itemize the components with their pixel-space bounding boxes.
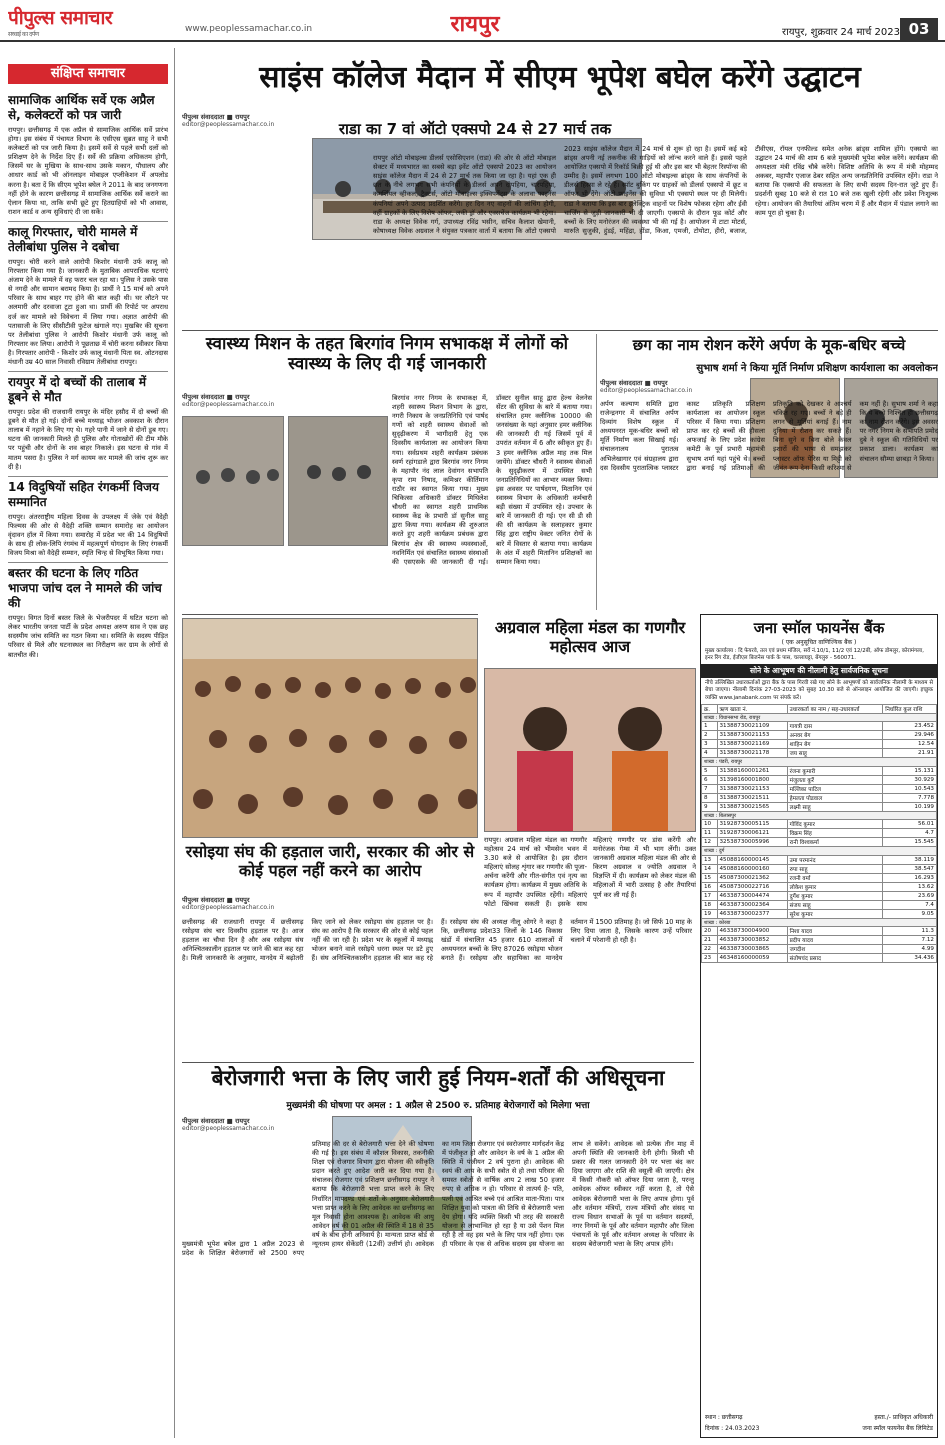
table-cell-amt: 29.946 bbox=[883, 731, 937, 740]
ad-signature: हस्ता./- प्राधिकृत अधिकारी bbox=[874, 1414, 933, 1421]
brief-text-2: रायपुर। चोरी करने वाले आरोपी किशोर मंधानी उर्फ कालू को गिरफ्तार किया गया है। जानकारी के मुताबिक आपराधिक घटनाएं अंजाम देने के मामले में वह फरार चल रहा था। पुलिस ने उसके पास से नगदी और सामान बरामद किया है। प्रार्थी ने 15 मार्च को अपने परिवार के साथ बाहर गए होने की बात कही थी। घर लौटने पर अलमारी और दरवाजा टूटा हुआ था। प्रार्थी की रिपोर्ट पर अपराध दर्ज कर मामले को विवेचना में लिया गया। अज्ञात आरोपी की पतासाजी के लिए सीसीटीवी फुटेज खंगाले गए। मुखबिर की सूचना पर तेलीबांधा पुलिस ने आरोपी किशोर मंधानी उर्फ कालू को गिरफ्तार कर लिया। आरोपी ने पूछताछ में चोरी करना स्वीकार किया है। गिरफ्तार आरोपी - किशोर उर्फ कालू मंधानी पिता स्व. ओटनदास मंधानी उम्र 40 साल निवासी रविग्राम तेलीबांधा रायपुर। bbox=[8, 257, 168, 366]
health-body bbox=[392, 394, 592, 609]
bank-address: मुख्य कार्यालय : दि फेयरवे, तल एवं प्रथम मंजिल, सर्वे नं.10/1, 11/2 एवं 12/2बी, ऑफ डोमलुर, कोरामंगला, इनर रिंग रोड, ईजीएल बिजनेस पार्क के पास, चल्लाघट्टा, बेंगलुरु - 560071. bbox=[705, 648, 924, 662]
brief-headline-1: सामाजिक आर्थिक सर्वे एक अप्रैल से, कलेक्टरों को पत्र जारी bbox=[8, 93, 155, 122]
dateline: रायपुर, शुक्रवार 24 मार्च 2023 bbox=[782, 27, 900, 38]
column-divider bbox=[174, 48, 175, 1438]
health-photo-2 bbox=[288, 416, 388, 546]
table-cell-who: सुरेश कुमार bbox=[787, 909, 883, 918]
newspaper-logo: पीपुल्स समाचार सच्चाई का दर्पण bbox=[8, 7, 113, 38]
table-row bbox=[702, 820, 937, 829]
table-row bbox=[702, 909, 937, 918]
edition-city: रायपुर bbox=[450, 12, 500, 37]
table-cell-amt: 4.99 bbox=[883, 945, 937, 954]
table-cell-amt: 23.69 bbox=[883, 891, 937, 900]
health-byline-block bbox=[182, 392, 362, 414]
table-cell-loan: 46338730002364 bbox=[717, 900, 787, 909]
table-cell-loan: 31388730021109 bbox=[717, 722, 787, 731]
brief-text-4: रायपुर। अंतरराष्ट्रीय महिला दिवस के उपलक्ष्य में जेके एवं वैदेही फिल्मस की ओर से वैदेही शक्ति सम्मान समारोह का आयोजन वृंदावन हॉल में किया गया। समारोह में प्रदेश भर की 14 विदुषियों के साथ ही लोक-लिपि रंगमंच में महत्वपूर्ण योगदान के लिए रंगकर्मी विजय मिश्रा को वैदेही सम्मान, स्मृति चिन्ह से विभूषित किया गया। bbox=[8, 512, 168, 558]
health-photo-illustration bbox=[289, 417, 388, 546]
branch-row bbox=[702, 758, 937, 767]
brief-text-3: रायपुर। प्रदेश की राजधानी रायपुर के मंदिर हसौद में दो बच्चों की डूबने से मौत हो गई। दोनों बच्चे मध्याह्न भोजन अवकाश के दौरान तालाब में नहाने के लिए गए थे। गहरे पानी में जाने से दोनों डूब गए। घटना की जानकारी मिलते ही पुलिस और गोताखोरों की टीम मौके पर पहुंची और दोनों के शव बाहर निकाले। इस घटना से गांव में मातम पसरा है। पुलिस ने मर्ग कायम कर मामले की जांच शुरू कर दी है। bbox=[8, 408, 168, 471]
brief-headline-2: कालू गिरफ्तार, चोरी मामले में तेलीबांधा पुलिस ने दबोचा bbox=[8, 221, 168, 255]
table-row bbox=[702, 891, 937, 900]
ad-title: सोने के आभूषण की नीलामी हेतु सार्वजनिक सूचना bbox=[701, 664, 937, 678]
table-cell-loan: 46338730004900 bbox=[717, 927, 787, 936]
deaf-email: editor@peoplessamachar.co.in bbox=[600, 387, 693, 394]
brief-headline-5: बस्तर की घटना के लिए गठित भाजपा जांच दल ने मामले की जांच की bbox=[8, 562, 168, 611]
table-cell-amt: 10.199 bbox=[883, 802, 937, 811]
table-cell-who: निशा यादव bbox=[787, 927, 883, 936]
table-cell-amt: 12.54 bbox=[883, 740, 937, 749]
lead-subhead: राडा का 7 वां ऑटो एक्सपो 24 से 27 मार्च तक bbox=[338, 120, 612, 138]
table-cell-loan: 45087300022716 bbox=[717, 882, 787, 891]
col-header-name: उधारकर्ता का नाम / सह-उधारकर्ता bbox=[787, 704, 883, 713]
table-cell-s: 19 bbox=[702, 909, 718, 918]
gangaur-headline: अग्रवाल महिला मंडल का गणगौर महोत्सव आज bbox=[484, 618, 696, 664]
table-cell-amt: 10.543 bbox=[883, 784, 937, 793]
table-cell-s: 9 bbox=[702, 802, 718, 811]
branch-row bbox=[702, 713, 937, 722]
table-row bbox=[702, 864, 937, 873]
table-cell-who: विक्रम सिंह bbox=[787, 829, 883, 838]
table-row bbox=[702, 775, 937, 784]
table-cell-amt: 15.131 bbox=[883, 766, 937, 775]
table-cell-amt: 4.7 bbox=[883, 829, 937, 838]
table-cell-loan: 45088160000160 bbox=[717, 864, 787, 873]
table-cell-amt: 30.929 bbox=[883, 775, 937, 784]
branch-name: शाखा : दुर्ग bbox=[702, 847, 937, 856]
table-cell-loan: 31388730021169 bbox=[717, 740, 787, 749]
lead-email: editor@peoplessamachar.co.in bbox=[182, 121, 275, 128]
table-cell-who: रुपा साहू bbox=[787, 864, 883, 873]
strike-byline: पीपुल्स संवाददाता ■ रायपुर bbox=[182, 896, 250, 904]
table-cell-who: गायत्री दास bbox=[787, 722, 883, 731]
ad-notice-text: नीचे उल्लिखित उधारकर्ताओं द्वारा बैंक के पास गिरवी रखे गए सोने के आभूषणों को सार्वजनिक नीलामी के माध्यम से बेचा जाएगा। नीलामी दिनांक 27-03-2023 को सुबह 10.30 बजे से ऑनलाइन आयोजित की जाएगी। इच्छुक व्यक्ति www.janabank.com पर संपर्क करें। bbox=[705, 680, 933, 701]
lead-byline: पीपुल्स संवाददाता ■ रायपुर bbox=[182, 113, 250, 121]
deaf-byline: पीपुल्स संवाददाता ■ रायपुर bbox=[600, 379, 668, 387]
branch-row bbox=[702, 847, 937, 856]
col-header-amount: निर्धारित कुल राशि bbox=[883, 704, 937, 713]
deaf-headline: छग का नाम रोशन करेंगे अर्पण के मूक-बधिर बच्चे bbox=[632, 336, 906, 354]
table-cell-who: प्रदीप यादव bbox=[787, 936, 883, 945]
table-row bbox=[702, 731, 937, 740]
branch-name: शाखा : पंडरी, रायपुर bbox=[702, 758, 937, 767]
table-cell-amt: 38.547 bbox=[883, 864, 937, 873]
table-cell-s: 22 bbox=[702, 945, 718, 954]
ad-date: दिनांक : 24.03.2023 bbox=[705, 1425, 760, 1432]
table-row bbox=[702, 945, 937, 954]
branch-name: शाखा : बिलासपुर bbox=[702, 811, 937, 820]
ad-place: स्थान : छत्तीसगढ़ bbox=[705, 1414, 743, 1421]
table-cell-s: 12 bbox=[702, 838, 718, 847]
table-row bbox=[702, 784, 937, 793]
brief-news-column bbox=[8, 86, 168, 1436]
table-cell-who: जगदीश bbox=[787, 945, 883, 954]
table-cell-amt: 38.119 bbox=[883, 855, 937, 864]
table-cell-who: लक्ष्मी साहू bbox=[787, 802, 883, 811]
brief-headline-3: रायपुर में दो बच्चों की तालाब में डूबने से मौत bbox=[8, 371, 168, 405]
table-cell-s: 13 bbox=[702, 855, 718, 864]
table-cell-loan: 31388730021565 bbox=[717, 802, 787, 811]
lead-byline-block bbox=[182, 112, 322, 142]
column-divider bbox=[596, 334, 597, 610]
strike-headline: रसोइया संघ की हड़ताल जारी, सरकार की ओर से कोई पहल नहीं करने का आरोप bbox=[185, 842, 475, 881]
table-row bbox=[702, 900, 937, 909]
bank-auction-ad bbox=[700, 614, 938, 1438]
section-divider bbox=[182, 330, 938, 331]
table-row bbox=[702, 927, 937, 936]
table-cell-loan: 46338730004474 bbox=[717, 891, 787, 900]
gangaur-photo bbox=[484, 668, 696, 832]
bank-subtitle: ( एक अनुसूचित वाणिज्यिक बैंक ) bbox=[781, 639, 857, 646]
table-cell-amt: 23.452 bbox=[883, 722, 937, 731]
strike-email: editor@peoplessamachar.co.in bbox=[182, 904, 275, 911]
berojgari-headline: बेरोजगारी भत्ता के लिए जारी हुई नियम-शर्तों की अधिसूचना bbox=[211, 1066, 665, 1090]
health-email: editor@peoplessamachar.co.in bbox=[182, 401, 275, 408]
table-cell-loan: 31388730021511 bbox=[717, 793, 787, 802]
table-cell-s: 15 bbox=[702, 873, 718, 882]
table-cell-loan: 46338730003852 bbox=[717, 936, 787, 945]
lead-body-text: रायपुर ऑटो मोबाइल्स डीलर्स एसोसिएशन (राडा) की ओर से ऑटो मोबाइल सेक्टर में मध्यभारत का सबसे बड़ा इवेंट ऑटो एक्सपो 2023 का आयोजन साइंस कॉलेज मैदान में 24 से 27 मार्च तक किया जा रहा है। यहां एक ही छत के नीचे लगभग सभी कंपनियों के डीलर्स अपने दोपहिया, चारपहिया, कमर्शियल व्हीकल, ट्रैक्टर्स, ऑटो मोबाइल्स इक्विपमेंट्स के अलावा फाइनेंस कंपनियां अपने उत्पाद प्रदर्शित करेंगे। हर दिन नए वाहनों की लांचिंग होगी, वहीं ग्राहकों के लिए विशेष ऑफर, लकी ड्रॉ और एक्सचेंज कार्यक्रम भी रहेगा। राडा के अध्यक्ष विवेक गर्ग, उपाध्यक्ष रविंद्र भसीन, सचिव कैलाश खेमानी, कोषाध्यक्ष विवेक अग्रवाल ने संयुक्त पत्रकार वार्ता में बताया कि ऑटो एक्सपो 2023 साइंस कॉलेज मैदान में 24 मार्च से शुरू हो रहा है। इसमें कई बड़े ब्रांड्स अपनी नई तकनीक की गाड़ियों को लॉन्च करने वाले हैं। इससे पहले आयोजित एक्सपो में रिकॉर्ड बिक्री हुई थी और इस बार भी बेहतर रिस्पॉन्स की उम्मीद है। इसमें लगभग 100 ऑटो मोबाइल्स ब्रांड्स के साथ कंपनियों के डीलर्स हिस्सा ले रहे हैं। स्पॉट बुकिंग पर ग्राहकों को डीलर्स एक्सपो में छूट व ऑफर भी देंगे। ऑटो फाइनेंस की सुविधा भी एक्सपो स्थल पर ही मिलेगी। राडा ने बताया कि इस बार इलेक्ट्रिक वाहनों पर विशेष फोकस रहेगा और ईवी चार्जिंग से जुड़ी जानकारी भी दी जाएगी। एक्सपो के दौरान फूड कोर्ट और बच्चों के लिए मनोरंजन की व्यवस्था भी की गई है। आयोजन में टाटा मोटर्स, मारुति सुजुकी, हुंडई, महिंद्रा, होंडा, किआ, एमजी, टोयोटा, हीरो, बजाज, टीवीएस, रॉयल एनफील्ड समेत अनेक ब्रांड्स शामिल होंगे। एक्सपो का उद्घाटन 24 मार्च की शाम 6 बजे मुख्यमंत्री भूपेश बघेल करेंगे। कार्यक्रम की अध्यक्षता मंत्री रविंद्र चौबे करेंगे। विशिष्ट अतिथि के रूप में मंत्री मोहम्मद अकबर, महापौर एजाज ढेबर सहित अन्य जनप्रतिनिधि उपस्थित रहेंगे। राडा ने बताया कि एक्सपो की सफलता के लिए सभी सदस्य दिन-रात जुटे हुए हैं। प्रदर्शनी सुबह 10 बजे से रात 10 बजे तक खुली रहेगी और प्रवेश निःशुल्क रहेगा। आयोजन की तैयारियां अंतिम चरण में हैं और मैदान में पंडाल लगाने का काम पूरा हो चुका है। bbox=[373, 145, 938, 235]
table-row bbox=[702, 722, 937, 731]
deaf-body-text: अर्पण कल्याण समिति द्वारा राजेन्द्रनगर में संचालित अर्पण दिव्यांग विशेष स्कूल में अध्ययनरत मूक-बधिर बच्चों को मूर्ति निर्माण कला सिखाई गई। संचालनालय पुरातत्व अभिलेखागार एवं संग्रहालय द्वारा दस दिवसीय पुरातात्विक प्लास्टर कास्ट प्रतिकृति प्रशिक्षण कार्यशाला का आयोजन स्कूल परिसर में किया गया। प्रशिक्षण प्राप्त कर रहे बच्चों की हौसला अफजाई के लिए प्रदेश कांग्रेस कमेटी के पूर्व प्रभारी महामंत्री सुभाष शर्मा यहां पहुंचे थे। बच्चों द्वारा बनाई गई प्रतिमाओं की प्रतिकृति को देखकर वे आश्चर्य चकित रह गए। बच्चों ने बड़े ही लगन से मूर्तियां बनाई हैं। नाम दुनिया में रौशन कर सकते हैं। बिना सुने व बिना बोले केवल इशारों की भाषा से समझकर प्लास्टर ऑफ पेरिस या मिट्टी को जीवंत रूप देना किसी करिश्मा से कम नहीं है। सुभाष शर्मा ने कहा कि ये बच्चे निश्चित ही छत्तीसगढ़ का नाम रोशन करेंगे। इस अवसर पर नगर निगम के सभापति प्रमोद दुबे ने स्कूल की गतिविधियों पर प्रकाश डाला। कार्यक्रम का संचालन सौम्या छाबड़ा ने किया। bbox=[600, 400, 938, 472]
table-cell-loan: 31388730021178 bbox=[717, 749, 787, 758]
brief-headline-4: 14 विदुषियों सहित रंगकर्मी विजय सम्मानित bbox=[8, 476, 168, 510]
table-cell-who: दुर्गेश कुमार bbox=[787, 891, 883, 900]
table-row bbox=[702, 740, 937, 749]
table-row bbox=[702, 936, 937, 945]
gangaur-body bbox=[484, 836, 696, 910]
table-cell-amt: 15.545 bbox=[883, 838, 937, 847]
table-cell-s: 16 bbox=[702, 882, 718, 891]
table-cell-s: 5 bbox=[702, 766, 718, 775]
table-cell-s: 20 bbox=[702, 927, 718, 936]
berojgari-subhead: मुख्यमंत्री की घोषणा पर अमल : 1 अप्रैल से 2500 रु. प्रतिमाह बेरोजगारों को मिलेगा भत्ता bbox=[286, 1101, 590, 1111]
table-row bbox=[702, 829, 937, 838]
strike-byline-block bbox=[182, 895, 382, 917]
table-cell-who: अनवर बेग bbox=[787, 731, 883, 740]
table-cell-amt: 56.01 bbox=[883, 820, 937, 829]
table-cell-who: जय साहू bbox=[787, 749, 883, 758]
table-cell-amt: 9.05 bbox=[883, 909, 937, 918]
health-photo-illustration bbox=[183, 417, 284, 546]
health-byline: पीपुल्स संवाददाता ■ रायपुर bbox=[182, 393, 250, 401]
branch-row bbox=[702, 811, 937, 820]
table-cell-amt: 7.778 bbox=[883, 793, 937, 802]
table-cell-s: 8 bbox=[702, 793, 718, 802]
table-cell-s: 11 bbox=[702, 829, 718, 838]
strike-body bbox=[182, 918, 692, 1058]
health-photo-1 bbox=[182, 416, 284, 546]
table-cell-who: हेमलता पोडवाल bbox=[787, 793, 883, 802]
table-cell-loan: 46338730002377 bbox=[717, 909, 787, 918]
brief-text-1: रायपुर। छत्तीसगढ़ में एक अप्रैल से सामाजिक आर्थिक सर्वे प्रारंभ होगा। इस संबंध में पंचायत विभाग के एसीएस सुब्रत साहू ने सभी कलेक्टरों को पत्र जारी किया है। इसमें सर्वे से पहले सभी दलों को प्रशिक्षण देने के निर्देश दिए हैं। सर्वे की प्रक्रिया अधिकतम होगी, जिसमें घर के मुखिया के साथ-साथ उसके मकान, पौधालय और आधार कार्ड को भी ऑनलाइन मोबाइल एप्लीकेशन में अपलोड करना है। बता दें कि सीएम भूपेश बघेल ने 2011 के बाद जनगणना नहीं होने के कारण छत्तीसगढ़ में सामाजिक आर्थिक सर्वे कराने का ऐलान किया था, ताकि सभी छूटे हुए हितग्राहियों को भी आवास, राशन कार्ड व अन्य सुविधाएं दी जा सकें। bbox=[8, 126, 168, 216]
table-cell-loan: 31388730021153 bbox=[717, 731, 787, 740]
table-cell-loan: 31388160001261 bbox=[717, 766, 787, 775]
table-row bbox=[702, 882, 937, 891]
branch-row bbox=[702, 918, 937, 927]
brief-text-5: रायपुर। विगत दिनों बस्तर जिले के भेजरीपदर में घटित घटना को लेकर भारतीय जनता पार्टी के प्रदेश अध्यक्ष अरुण साव ने एक छह सदस्यीय जांच समिति का गठन किया था। समिति के सदस्य पीड़ित परिवार से मिले और घटनास्थल का निरीक्षण कर ग्राम के लोगों से बातचीत की। bbox=[8, 614, 168, 659]
col-header-loan: ऋण खाता नं. bbox=[717, 704, 787, 713]
branch-name: शाखा : विधानसभा रोड, रायपुर bbox=[702, 713, 937, 722]
table-row bbox=[702, 802, 937, 811]
table-row bbox=[702, 838, 937, 847]
table-row bbox=[702, 855, 937, 864]
health-headline: स्वास्थ्य मिशन के तहत बिरगांव निगम सभाकक्ष में लोगों को स्वास्थ्य के लिए दी गई जानकारी bbox=[205, 334, 569, 375]
table-cell-s: 23 bbox=[702, 954, 718, 963]
table-cell-who: रानी विश्वकर्मा bbox=[787, 838, 883, 847]
table-cell-amt: 34.436 bbox=[883, 954, 937, 963]
table-cell-amt: 13.62 bbox=[883, 882, 937, 891]
table-cell-amt: 16.293 bbox=[883, 873, 937, 882]
brief-news-header: संक्षिप्त समाचार bbox=[8, 64, 168, 84]
table-cell-loan: 31398160001800 bbox=[717, 775, 787, 784]
lead-body bbox=[182, 145, 938, 325]
table-cell-s: 14 bbox=[702, 864, 718, 873]
col-header-sno: क्र. bbox=[702, 704, 718, 713]
table-cell-who: रंजना कुमारी bbox=[787, 766, 883, 775]
table-cell-who: शाहिन बेग bbox=[787, 740, 883, 749]
gangaur-body-text: रायपुर। अग्रवाल महिला मंडल का गणगौर महोत्सव 24 मार्च को भीमसेन भवन में 3.30 बजे से आयोजित है। इस दौरान महिलाएं सोलह शृंगार कर गणगौर की पूजा-अर्चना करेंगी और गीत-संगीत एवं नृत्य का कार्यक्रम होगा। कार्यक्रम में मुख्य अतिथि के रूप में महापौर उपस्थित रहेंगी। महिलाएं फोटो खिंचवा सकती हैं। इसके साथ महिलाएं गणगौर पर डांस करेंगी और मनोरंजक गेम्स में भी भाग लेंगी। उक्त जानकारी अग्रवाल महिला मंडल की ओर से किरण अग्रवाल व ज्योति अग्रवाल ने विज्ञप्ति में दी। कार्यक्रम को लेकर मंडल की महिलाओं में भारी उत्साह है और तैयारियां पूर्ण कर ली गई हैं। bbox=[484, 836, 696, 908]
deaf-body bbox=[600, 400, 938, 610]
table-cell-who: उमा परमानंद bbox=[787, 855, 883, 864]
health-body-text: बिरगांव नगर निगम के सभाकक्ष में, शहरी स्वास्थ्य मिशन विभाग के द्वारा, नगरी निकाय के जनप्रतिनिधि एवं पार्षद गणों को शहरी स्वास्थ्य सेवाओं को सुदृढ़ीकरण में भागीदारी हेतु एक दिवसीय कार्यशाला का आयोजन किया गया। सर्वप्रथम शहरी कार्यक्रम प्रबंधक स्वर्ण रहांगडाले द्वारा बिरगांव नगर निगम के महापौर नंद लाल देवांगन सभापति कृपा राम निषाद, कमिश्नर कीर्तिमान राठौर का स्वागत किया गया। मुख्य चिकित्सा अधिकारी डॉक्टर मिथिलेश चौधरी का स्वागत शहरी प्राथमिक स्वास्थ्य केंद्र के प्रभारी डॉ सुनील साहू द्वारा किया गया। कार्यक्रम की शुरुआत करते हुए शहरी कार्यक्रम प्रबंधक द्वारा बिरगांव क्षेत्र की स्वास्थ्य व्यवस्थाओं, नवनिर्मित एवं संचालित स्वास्थ्य संस्थाओं की एसएसके की जानकारी दी गई। डॉक्टर सुनील साहू द्वारा हेल्थ वेलनेस सेंटर की सुविधा के बारे में बताया गया। संचालित हमर क्लीनिक 10000 की जनसंख्या के यहां अनुसार हमर क्लीनिक की जानकारी दी गई जिसमें पूर्व में उपरांत वर्तमान में 6 और स्वीकृत हुए हैं। 3 हमर क्लीनिक अप्रैल माह तक मिल जायेंगे। डॉक्टर चौधरी ने स्वास्थ्य सेवाओं के सुदृढ़ीकरण में उपस्थित सभी जनप्रतिनिधियों का आभार व्यक्त किया। इस अवसर पर पार्षदगण, मितानिन एवं स्वास्थ्य विभाग के अधिकारी कर्मचारी बड़ी संख्या में उपस्थित रहे। उपचार के बारे में जानकारी दी गई। एन सी डी सी की सी कार्यक्रम के सलाहकार कुमार सिंह द्वारा राष्ट्रीय वेक्टर जनित रोगों के बारे में विस्तार से बताया गया। कार्यक्रम के अंत में शहरी मितानिन प्रशिक्षकों का सम्मान किया गया। bbox=[392, 394, 592, 566]
table-cell-loan: 45087300021362 bbox=[717, 873, 787, 882]
table-cell-s: 6 bbox=[702, 775, 718, 784]
deaf-subhead: सुभाष शर्मा ने किया मूर्ति निर्माण प्रशिक्षण कार्यशाला का अवलोकन bbox=[696, 363, 938, 374]
auction-table bbox=[701, 704, 937, 964]
table-cell-s: 2 bbox=[702, 731, 718, 740]
table-row bbox=[702, 873, 937, 882]
table-row bbox=[702, 749, 937, 758]
table-cell-s: 1 bbox=[702, 722, 718, 731]
table-cell-loan: 31928730005115 bbox=[717, 820, 787, 829]
table-cell-who: मंजुलता कुर्रे bbox=[787, 775, 883, 784]
table-cell-loan: 45088160000145 bbox=[717, 855, 787, 864]
gangaur-photo-illustration bbox=[485, 669, 696, 832]
table-row bbox=[702, 954, 937, 963]
table-cell-amt: 11.3 bbox=[883, 927, 937, 936]
table-cell-amt: 7.4 bbox=[883, 900, 937, 909]
berojgari-email: editor@peoplessamachar.co.in bbox=[182, 1125, 275, 1132]
strike-crowd-photo bbox=[182, 618, 478, 838]
table-cell-amt: 7.12 bbox=[883, 936, 937, 945]
crowd-photo-illustration bbox=[183, 619, 478, 838]
masthead bbox=[0, 0, 945, 42]
table-cell-who: संतोषचंद प्रसाद bbox=[787, 954, 883, 963]
branch-name: शाखा : कोरबा bbox=[702, 918, 937, 927]
table-row bbox=[702, 766, 937, 775]
table-cell-loan: 32538730005996 bbox=[717, 838, 787, 847]
table-cell-s: 4 bbox=[702, 749, 718, 758]
table-cell-who: लोकेश कुमार bbox=[787, 882, 883, 891]
page-number: 03 bbox=[900, 18, 938, 40]
website-url[interactable]: www.peoplessamachar.co.in bbox=[185, 24, 313, 34]
table-cell-amt: 21.91 bbox=[883, 749, 937, 758]
berojgari-body-text: मुख्यमंत्री भूपेश बघेल द्वारा 1 अप्रैल 2023 से प्रदेश के शिक्षित बेरोजगारों को 2500 रुपए प्रतिमाह की दर से बेरोजगारी भत्ता देने की घोषणा की गई है। इस संबंध में कौशल विकास, तकनीकी शिक्षा एवं रोजगार विभाग द्वारा योजना की स्वीकृति प्रदान करते हुए आदेश जारी कर दिया गया है। संचालक रोजगार एवं प्रशिक्षण छत्तीसगढ़ रायपुर ने बताया कि बेरोजगारी भत्ता प्राप्त करने के लिए निर्धारित मापदण्ड एवं शर्तों के अनुसार बेरोजगारी भत्ता प्राप्त करने के लिए आवेदक का छत्तीसगढ़ का मूल निवासी होना आवश्यक है। आवेदक की आयु आवेदन वर्ष की 01 अप्रैल की स्थिति में 18 से 35 वर्ष के बीच होनी अनिवार्य है। मान्यता प्राप्त बोर्ड से न्यूनतम हायर सेकेंडरी (12वीं) उत्तीर्ण हो। आवेदक का नाम जिला रोजगार एवं स्वरोजगार मार्गदर्शन केंद्र में पंजीकृत हो और आवेदन के वर्ष के 1 अप्रैल की स्थिति में पंजीयन 2 वर्ष पुराना हो। आवेदक की स्वयं की आय के सभी स्त्रोत से हो तथा परिवार की समस्त स्त्रोतों से वार्षिक आय 2 लाख 50 हजार रुपए से अधिक न हो। परिवार से तात्पर्य है- पति, पत्नी एवं आश्रित बच्चे एवं आश्रित माता-पिता। पात्र शिक्षित युवा को पात्रता की तिथि से बेरोजगारी भत्ता देय होगा। यदि व्यक्ति किसी भी तरह की सरकारी योजना से लाभान्वित हो रहा है या उसे पेंशन मिल रही है तो वह इस भत्ते के लिए पात्र नहीं होगा। एक ही परिवार के एक से अधिक सदस्य इस योजना का लाभ ले सकेंगे। आवेदक को प्रत्येक तीन माह में अपनी स्थिति की जानकारी देनी होगी। किसी भी प्रकार की गलत जानकारी देने पर भत्ता बंद कर दिया जाएगा और राशि की वसूली की जाएगी। क्षेत्र में किसी नौकरी को ऑफर दिया जाता है, परन्तु आवेदक ऑफर स्वीकार नहीं करता है, तो ऐसे आवेदक बेरोजगारी भत्ता के लिए अपात्र होगा। पूर्व और वर्तमान मंत्रियों, राज्य मंत्रियों और संसद या राज्य विधान सभाओं के पूर्व या वर्तमान सदस्यों, नगर निगमों के पूर्व और वर्तमान महापौर और जिला पंचायतों के पूर्व और वर्तमान अध्यक्ष के परिवार के सदस्य बेरोजगारी भत्ता के लिए अपात्र होंगे। bbox=[182, 1140, 694, 1258]
table-cell-s: 10 bbox=[702, 820, 718, 829]
table-cell-who: रजनी वर्मा bbox=[787, 873, 883, 882]
table-cell-who: गोविंद कुमार bbox=[787, 820, 883, 829]
strike-body-text: छत्तीसगढ़ की राजधानी रायपुर में छत्तीसगढ़ रसोइया संघ चार दिवसीय हड़ताल पर है। आज हड़ताल का चौथा दिन है और अब रसोइया संघ अनिश्चितकालीन हड़ताल पर जाने की बात कह रहा है। मिली जानकारी के अनुसार, मानदेय में बढ़ोतरी किए जाने को लेकर रसोइया संघ हड़ताल पर है। संघ का आरोप है कि सरकार की ओर से कोई पहल नहीं की जा रही है। प्रदेश भर के स्कूलों में मध्याह्न भोजन बनाने वाले रसोइये धरना स्थल पर डटे हुए हैं। संघ अनिश्चितकालीन हड़ताल की बात कह रहे हैं। रसोइया संघ की अध्यक्ष नीलू ओगरे ने कहा है कि, छत्तीसगढ़ प्रदेश33 जिलों के 146 विकास खंडों में संचालित 45 हजार 610 शालाओं में अध्ययनरत बच्चों के लिए 87026 रसोइया भोजन बनाते हैं। रसोइया और सहायिका का मानदेय वर्तमान में 1500 प्रतिमाह है। जो सिर्फ 10 माह के लिए दिया जाता है, जिसके कारण उन्हें परिवार चलाने में परेशानी हो रही है। bbox=[182, 918, 692, 963]
berojgari-byline-block bbox=[182, 1116, 332, 1138]
table-cell-s: 3 bbox=[702, 740, 718, 749]
deaf-byline-block bbox=[600, 378, 750, 400]
table-cell-who: संजय साहू bbox=[787, 900, 883, 909]
table-cell-loan: 46348160000059 bbox=[717, 954, 787, 963]
table-cell-s: 18 bbox=[702, 900, 718, 909]
table-cell-s: 21 bbox=[702, 936, 718, 945]
table-cell-loan: 46338730003865 bbox=[717, 945, 787, 954]
berojgari-body bbox=[182, 1140, 694, 1438]
ad-signature-bank: जना स्मॉल फायनेंस बैंक लिमिटेड bbox=[862, 1425, 933, 1432]
table-row bbox=[702, 793, 937, 802]
table-cell-s: 17 bbox=[702, 891, 718, 900]
lead-headline: साइंस कॉलेज मैदान में सीएम भूपेश बघेल करेंगे उद्घाटन bbox=[259, 60, 861, 95]
bank-name: जना स्मॉल फायनेंस बैंक bbox=[753, 619, 885, 637]
berojgari-byline: पीपुल्स संवाददाता ■ रायपुर bbox=[182, 1117, 250, 1125]
table-cell-s: 7 bbox=[702, 784, 718, 793]
table-header-row bbox=[702, 704, 937, 713]
table-cell-loan: 31928730006121 bbox=[717, 829, 787, 838]
auction-table-body bbox=[702, 713, 937, 963]
table-cell-loan: 31388730021153 bbox=[717, 784, 787, 793]
berojgari-spacer bbox=[182, 1140, 304, 1240]
section-divider bbox=[182, 614, 478, 615]
section-divider bbox=[182, 1062, 694, 1063]
table-cell-who: मल्लिका पाटिल bbox=[787, 784, 883, 793]
